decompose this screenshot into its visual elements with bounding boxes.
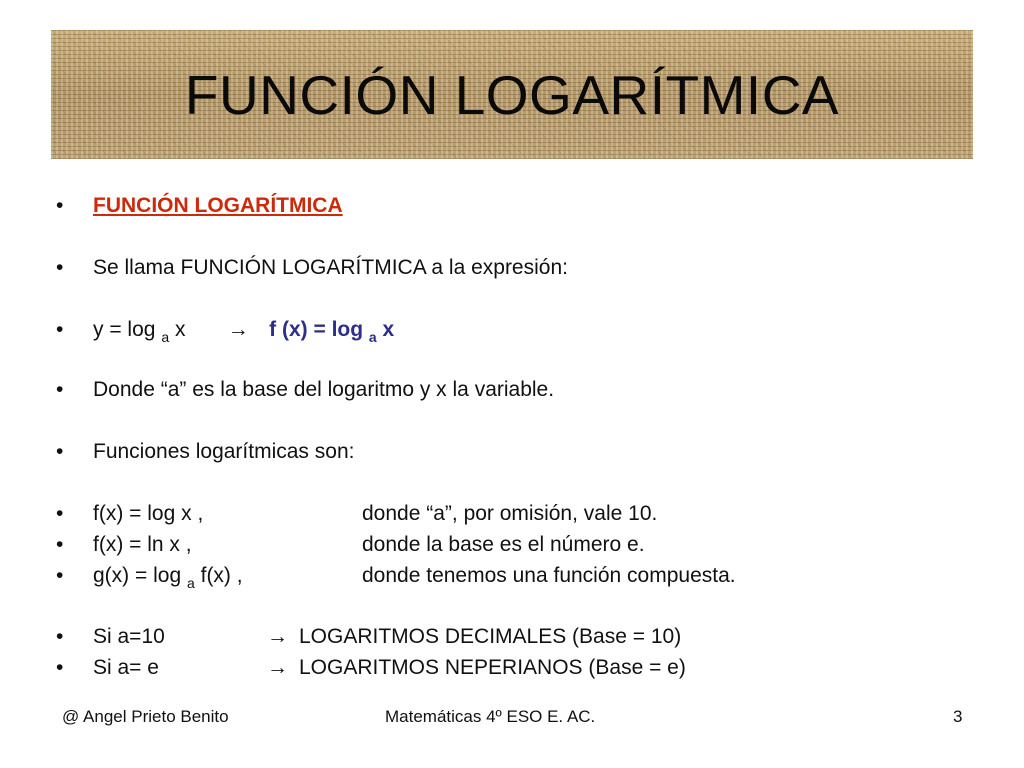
footer-page-number: 3 <box>953 707 963 726</box>
bullet-dot: • <box>56 194 64 217</box>
bullet-dot: • <box>56 625 64 648</box>
function-3-left <box>93 563 243 590</box>
decimal-logs-left: Si a=10 <box>93 625 165 648</box>
expression-line <box>93 317 394 344</box>
bullet-dot: • <box>56 656 64 679</box>
function-1-left: f(x) = log x , <box>93 502 204 525</box>
formula-subscript: a <box>368 329 377 345</box>
neperian-logs-left: Si a= e <box>93 656 159 679</box>
right-arrow-icon: → <box>267 656 288 679</box>
title-banner <box>51 30 973 159</box>
expression-left: y = log <box>93 318 156 341</box>
definition-text: Se llama FUNCIÓN LOGARÍTMICA a la expresión: <box>93 256 568 279</box>
bullet-dot: • <box>56 318 64 341</box>
right-arrow-icon: → <box>267 625 288 648</box>
section-heading: FUNCIÓN LOGARÍTMICA <box>93 194 343 217</box>
expression-x: x <box>174 318 186 341</box>
expression-subscript: a <box>161 329 170 345</box>
bullet-dot: • <box>56 533 64 556</box>
function-3-right: donde tenemos una función compuesta. <box>362 564 736 587</box>
function-3-left-b: f(x) , <box>200 564 243 587</box>
neperian-logs-right: LOGARITMOS NEPERIANOS (Base = e) <box>299 656 686 679</box>
footer-course: Matemáticas 4º ESO E. AC. <box>385 707 596 726</box>
formula-text <box>269 318 395 345</box>
decimal-logs-right: LOGARITMOS DECIMALES (Base = 10) <box>299 625 682 648</box>
bullet-dot: • <box>56 378 64 401</box>
function-3-subscript: a <box>186 575 195 591</box>
function-2-right: donde la base es el número e. <box>362 533 645 556</box>
bullet-dot: • <box>56 502 64 525</box>
right-arrow-icon: → <box>227 318 249 341</box>
formula-x: x <box>382 318 395 341</box>
formula-left: f (x) = log <box>269 318 364 341</box>
footer-author: @ Angel Prieto Benito <box>62 707 229 726</box>
base-note-text: Donde “a” es la base del logaritmo y x la variable. <box>93 378 555 401</box>
function-2-left: f(x) = ln x , <box>93 533 192 556</box>
slide-title: FUNCIÓN LOGARÍTMICA <box>184 63 840 126</box>
function-3-left-a: g(x) = log <box>93 564 182 587</box>
list-intro-text: Funciones logarítmicas son: <box>93 440 355 463</box>
bullet-dot: • <box>56 256 64 279</box>
function-1-right: donde “a”, por omisión, vale 10. <box>362 502 658 525</box>
bullet-dot: • <box>56 564 64 587</box>
bullet-dot: • <box>56 440 64 463</box>
